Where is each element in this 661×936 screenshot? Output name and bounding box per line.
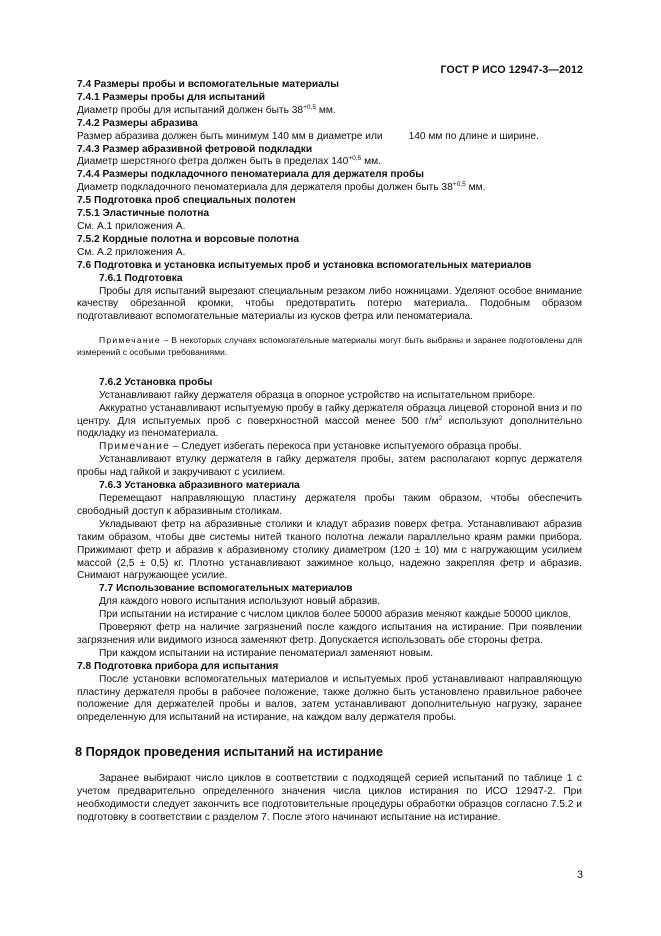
unit-text: мм. <box>361 156 381 168</box>
document-header: ГОСТ Р ИСО 12947-3—2012 <box>440 64 583 76</box>
section-7-7-title: 7.7 Использование вспомогательных материалов <box>99 583 353 595</box>
section-7-6-3-title: 7.6.3 Установка абразивного материала <box>99 480 300 492</box>
note-2-text: – Следует избегать перекоса при установке испытуемого образца пробы. <box>169 441 522 453</box>
tolerance-superscript: +0,5 <box>452 181 466 189</box>
unit-text: мм. <box>316 104 336 116</box>
section-7-4-2-text-a: Размер абразива должен быть минимум 140 мм в диаметре или <box>77 130 383 142</box>
page-number: 3 <box>577 869 583 881</box>
section-7-4-title: 7.4 Размеры пробы и вспомогательные материалы <box>77 79 339 90</box>
section-7-4-1-title: 7.4.1 Размеры пробы для испытаний <box>77 91 265 103</box>
section-7-7-paragraph-1: Для каждого нового испытания используют новый абразив. <box>99 596 381 608</box>
unit-superscript: 2 <box>438 414 443 422</box>
section-7-4-2-text-b: 140 мм по длине и ширине. <box>408 130 539 142</box>
section-8-paragraph: Заранее выбирают число циклов в соответствии с подходящей серией испытаний по таблице 1 с учетом предварительно определенного значения числа циклов истирания по ИСО 12947-2. При необходимости следует закончить все подготовительные процедуры обработки образцов согласно 7.5.2 и подготовку в соответствии с разделом 7. После этого начинают испытание на истирание. <box>77 773 582 823</box>
section-7-8-paragraph: После установки вспомогательных материалов и испытуемых проб устанавливают направляющую пластину держателя пробы в рабочее положение, также должно быть установлено правильное рабочее положение для держателей пробы и валов, затем устанавливают дополнительную нагрузку, заранее определенную для испытаний на истирание, на каждом валу держателя пробы. <box>77 673 582 724</box>
section-7-7-paragraph-2: При испытании на истирание с числом циклов более 50000 абразив меняют каждые 50000 циклов. <box>99 609 571 621</box>
section-7-4-3-text-main: Диаметр шерстяного фетра должен быть в пределах 140 <box>77 156 349 168</box>
section-8-heading: 8 Порядок проведения испытаний на истирание <box>75 744 383 760</box>
section-7-4-2-text <box>77 131 582 144</box>
section-7-4-1-text-main: Диаметр пробы для испытаний должен быть 38 <box>77 104 304 116</box>
section-7-7-paragraph-4: При каждом испытании на истирание пеноматериал заменяют новым. <box>99 647 434 659</box>
unit-text: мм. <box>465 182 486 194</box>
section-7-6-1-paragraph: Пробы для испытаний вырезают специальным резаком либо ножницами. Уделяют особое внимание качеству обрезанной кромки, чтобы предотвратить потерю материала. Подобным образом подготавливают вспомогательные материалы из кусков фетра или пеноматериала. <box>77 285 582 323</box>
section-7-4-1-text <box>77 105 582 118</box>
note-label: Примечание <box>99 335 161 346</box>
tolerance-superscript: +0,5 <box>348 155 362 163</box>
section-7-6-2-paragraph-2 <box>77 403 582 442</box>
section-7-4-4-text-main: Диаметр подкладочного пеноматериала для держателя пробы должен быть 38 <box>77 182 453 194</box>
section-7-5-1-text: См. А.1 приложения А. <box>77 220 186 232</box>
section-7-6-3-paragraph-1: Перемещают направляющую пластину держателя пробы таким образом, чтобы обеспечить свободный доступ к абразивным столикам. <box>77 492 582 517</box>
section-7-8-title: 7.8 Подготовка прибора для испытания <box>77 660 279 672</box>
note-1-text: – В некоторых случаях вспомогательные материалы могут быть выбраны и заранее подготовлены для измерений с особыми требованиями. <box>77 335 582 357</box>
section-7-4-2-title: 7.4.2 Размеры абразива <box>77 117 198 129</box>
section-7-6-1-title: 7.6.1 Подготовка <box>99 272 183 284</box>
section-7-4-4-text <box>77 182 582 195</box>
section-7-6-title: 7.6 Подготовка и установка испытуемых проб и установка вспомогательных материалов <box>77 259 532 271</box>
section-7-4-3-title: 7.4.3 Размер абразивной фетровой подкладки <box>77 143 313 155</box>
section-7-6-2-paragraph-1: Устанавливают гайку держателя образца в опорное устройство на испытательном приборе. <box>99 389 536 401</box>
section-7-6-3-paragraph-2: Укладывают фетр на абразивные столики и кладут абразив поверх фетра. Устанавливают абразив таким образом, чтобы две системы нитей тканого полотна лежали параллельно краям рамки прибора. Прижимают фетр и абразив к абразивному столику диаметром (120 ± 10) мм с нагружающим усилием массой (2,5 ± 0,5) кг. Плотно устанавливают зажимное кольцо, надежно закрепляя фетр и абразив. Снимают нагружающее усилие. <box>77 518 582 582</box>
note-label: Примечание <box>99 441 170 453</box>
section-7-4-3-text <box>77 156 582 169</box>
section-7-4-4-title: 7.4.4 Размеры подкладочного пеноматериала для держателя пробы <box>77 169 425 181</box>
section-7-5-title: 7.5 Подготовка проб специальных полотен <box>77 195 296 207</box>
section-7-6-2-paragraph-3: Устанавливают втулку держателя в гайку держателя пробы, затем располагают корпус держателя пробы над гайкой и закручивают с усилием. <box>77 454 582 479</box>
section-7-5-2-text: См. А.2 приложения А. <box>77 246 186 258</box>
section-7-5-1-title: 7.5.1 Эластичные полотна <box>77 208 210 220</box>
document-body <box>77 79 582 825</box>
section-7-6-2-paragraph-2-end: используют дополнительно подкладку из пеноматериала. <box>77 415 583 440</box>
section-7-7-paragraph-3: Проверяют фетр на наличие загрязнений после каждого испытания на истирание. При появлении загрязнения или видимого износа заменяют фетр. Допускается использовать обе стороны фетра. <box>77 622 582 646</box>
note-2 <box>77 441 582 454</box>
section-7-6-2-title: 7.6.2 Установка пробы <box>99 376 213 388</box>
section-7-5-2-title: 7.5.2 Кордные полотна и ворсовые полотна <box>77 233 300 245</box>
note-1 <box>77 335 582 358</box>
section-7-6-2-paragraph-2-main: Аккуратно устанавливают испытуемую пробу в гайку держателя образца лицевой стороной вниз и по центру. Для испытуемых проб с поверхностной массой менее 500 г/м <box>77 402 582 427</box>
tolerance-superscript: +0,5 <box>303 103 317 111</box>
